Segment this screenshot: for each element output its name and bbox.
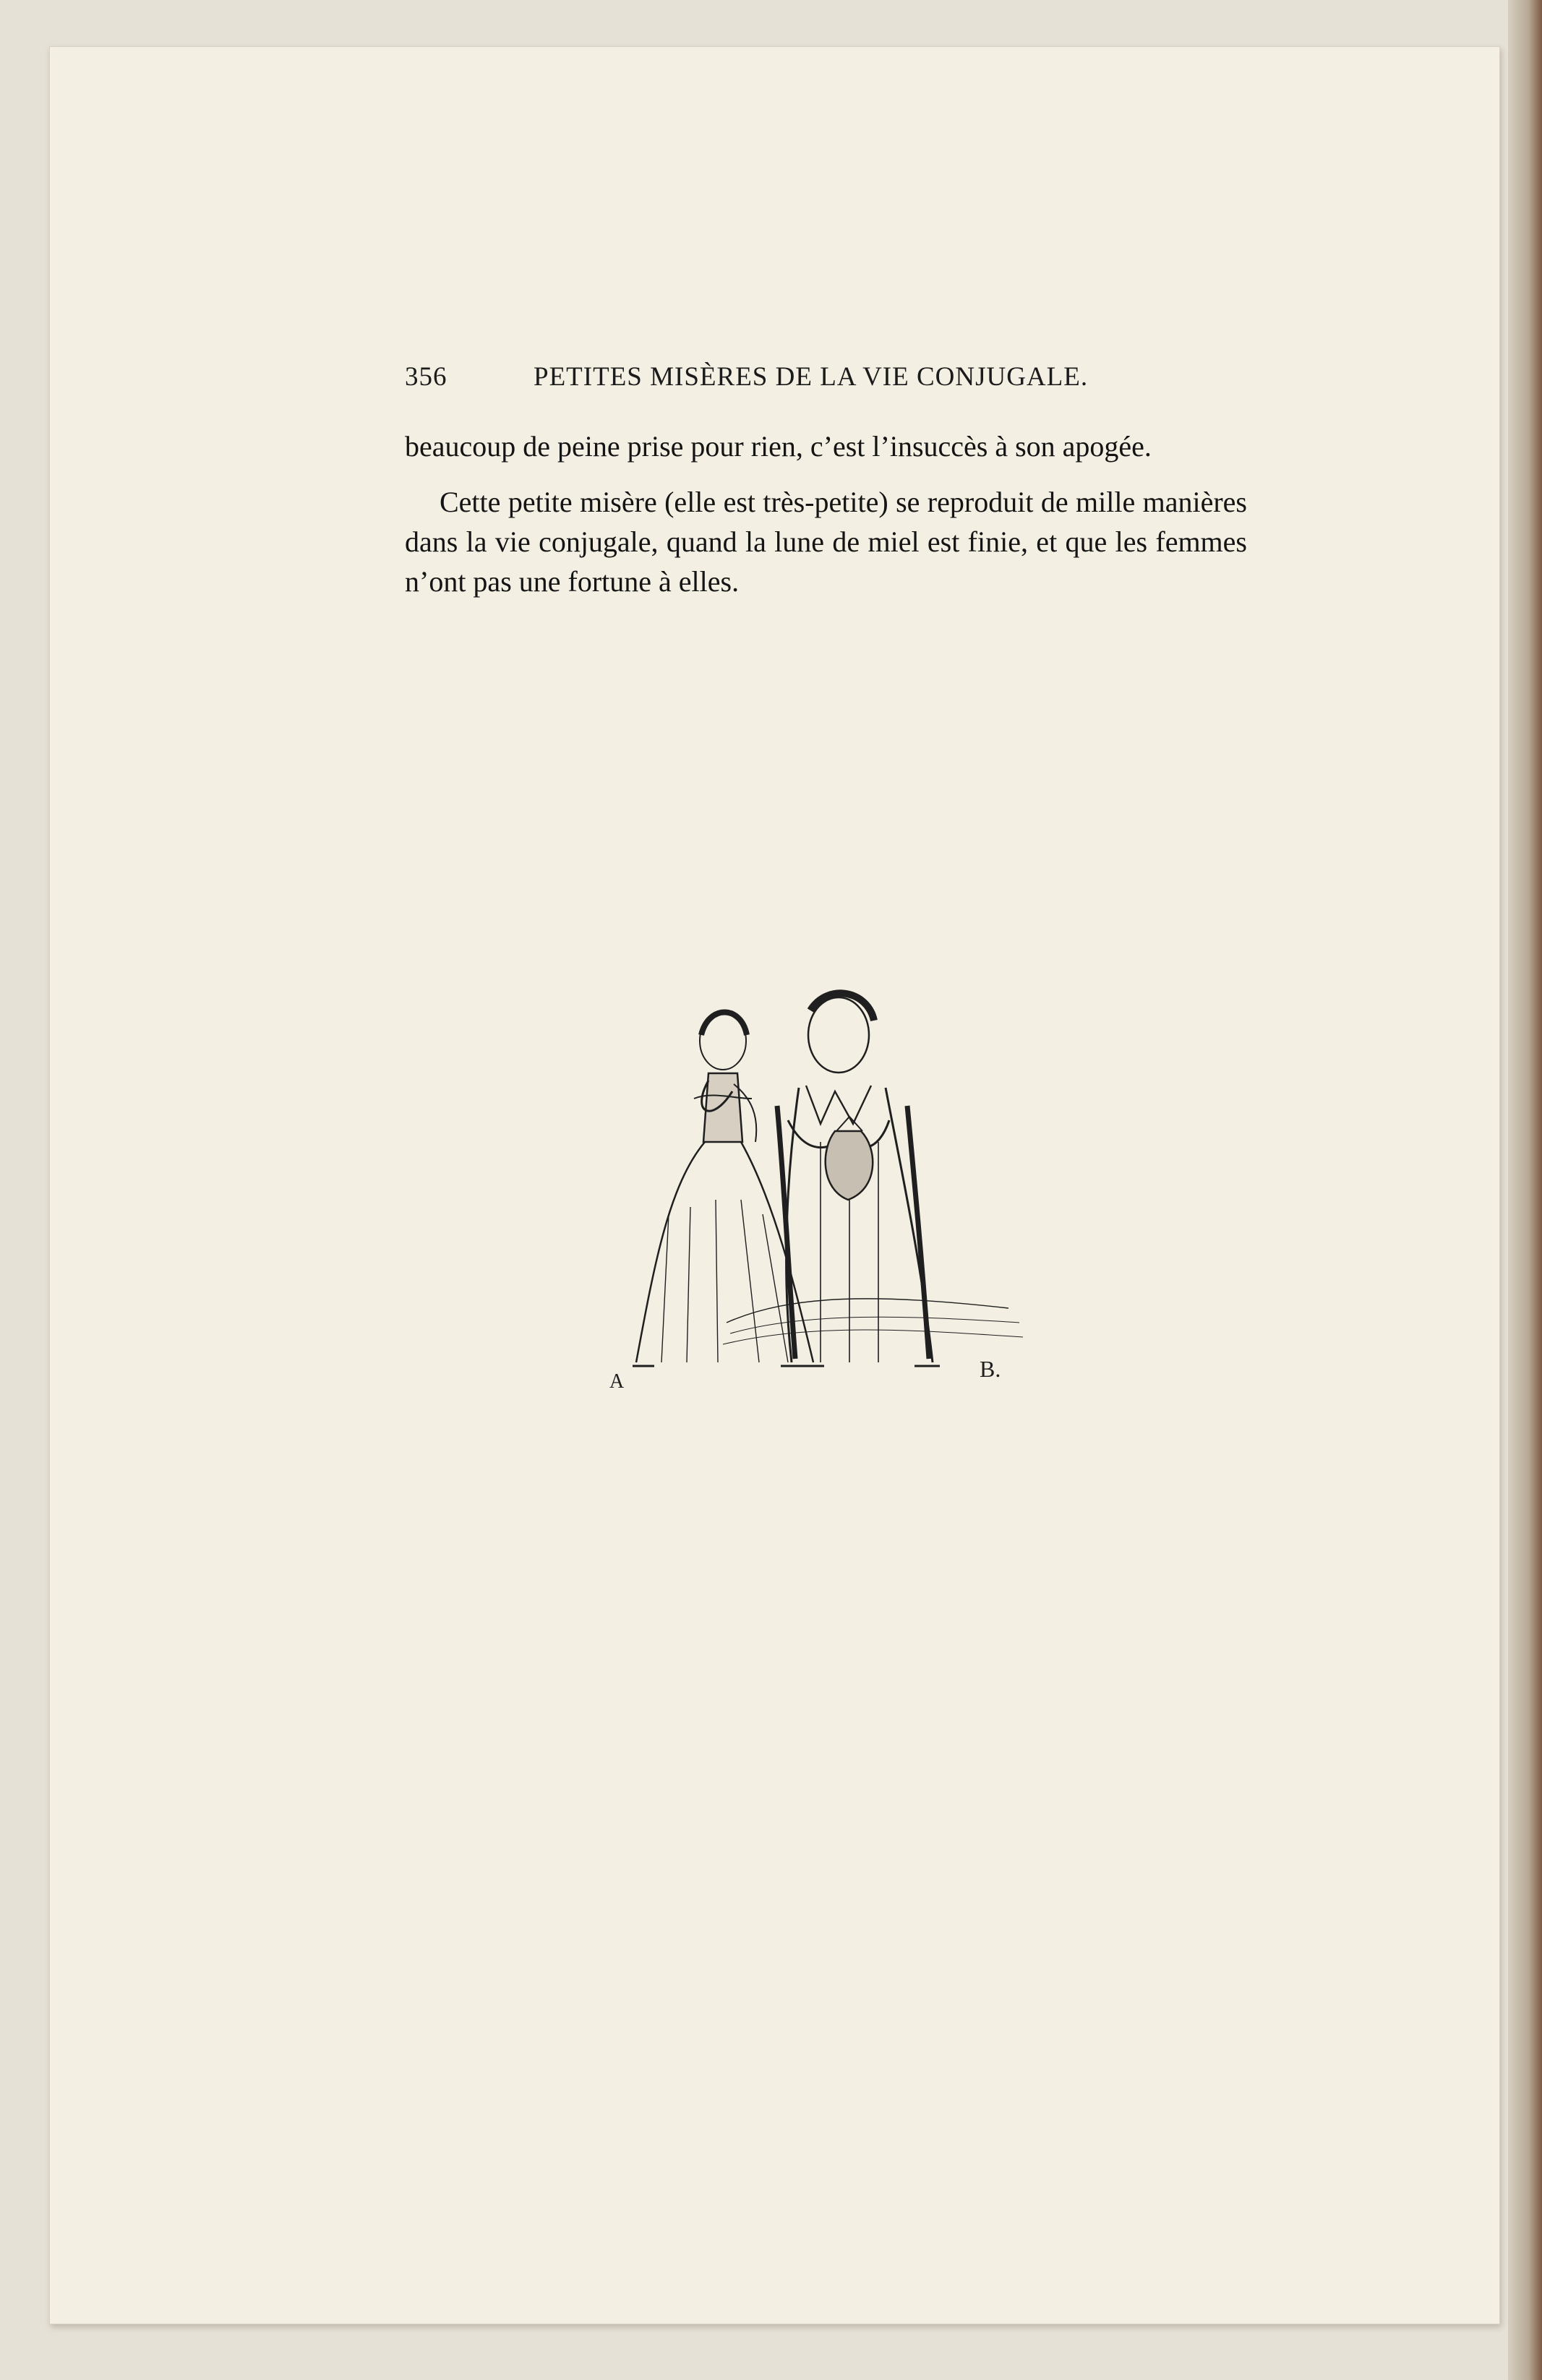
- paragraph: beaucoup de peine prise pour rien, c’est l’insuccès à son apogée.: [405, 430, 1152, 463]
- artist-signature: B.: [980, 1356, 1001, 1382]
- running-head: [405, 361, 1247, 405]
- couple-engraving: [604, 983, 1066, 1409]
- engraving-illustration: [604, 983, 1066, 1409]
- body-text: [405, 426, 1247, 601]
- running-title: PETITES MISÈRES DE LA VIE CONJUGALE.: [534, 362, 1089, 392]
- page-number: 356: [405, 362, 447, 392]
- paragraph: Cette petite misère (elle est très-petite) se reproduit de mille manières dans la vie conjugale, quand la lune de miel est finie, et que les femmes n’ont pas une fortune à elles.: [405, 486, 1247, 598]
- illustration-left-mark: A: [609, 1370, 625, 1393]
- page-edge: [1508, 0, 1542, 2380]
